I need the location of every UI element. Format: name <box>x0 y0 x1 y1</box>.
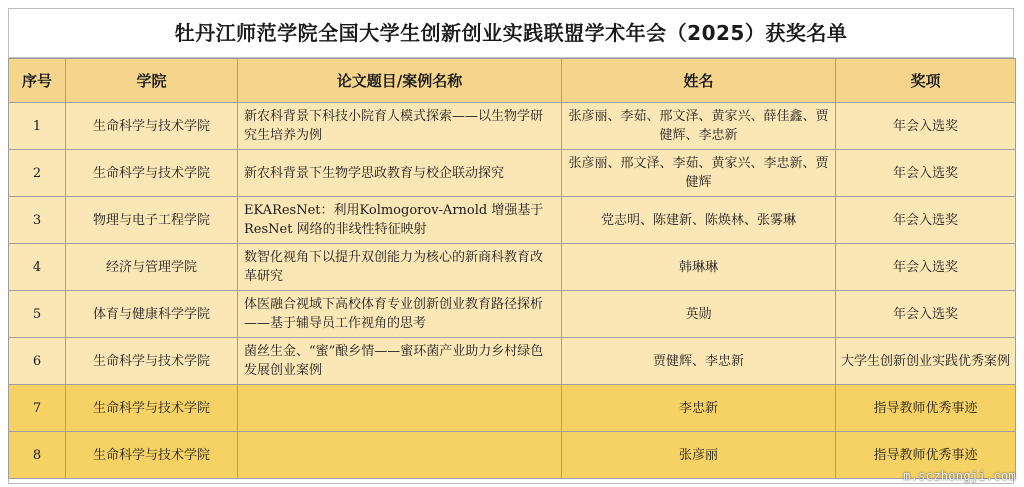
cell-college: 经济与管理学院 <box>66 244 238 291</box>
cell-no: 1 <box>9 103 66 150</box>
header-no: 序号 <box>9 59 66 103</box>
table-row <box>9 150 1016 197</box>
cell-paper: 新农科背景下生物学思政教育与校企联动探究 <box>238 150 562 197</box>
cell-paper: 体医融合视域下高校体育专业创新创业教育路径探析——基于辅导员工作视角的思考 <box>238 291 562 338</box>
cell-no: 7 <box>9 385 66 432</box>
cell-no: 6 <box>9 338 66 385</box>
cell-paper: 数智化视角下以提升双创能力为核心的新商科教育改革研究 <box>238 244 562 291</box>
cell-college: 物理与电子工程学院 <box>66 197 238 244</box>
cell-paper <box>238 432 562 479</box>
cell-no: 5 <box>9 291 66 338</box>
cell-college: 生命科学与技术学院 <box>66 432 238 479</box>
cell-names: 张彦丽、邢文泽、李茹、黄家兴、李忠新、贾健辉 <box>562 150 836 197</box>
cell-college: 生命科学与技术学院 <box>66 150 238 197</box>
site-watermark: m.sczhongji.com <box>903 469 1016 483</box>
cell-names: 韩琳琳 <box>562 244 836 291</box>
cell-no: 4 <box>9 244 66 291</box>
cell-names: 张彦丽 <box>562 432 836 479</box>
cell-paper <box>238 385 562 432</box>
cell-no: 3 <box>9 197 66 244</box>
cell-paper: 新农科背景下科技小院育人模式探索——以生物学研究生培养为例 <box>238 103 562 150</box>
table-row <box>9 432 1016 479</box>
cell-paper: 菌丝生金、“蜜”酿乡情——蜜环菌产业助力乡村绿色发展创业案例 <box>238 338 562 385</box>
cell-names: 李忠新 <box>562 385 836 432</box>
table-row <box>9 385 1016 432</box>
cell-college: 生命科学与技术学院 <box>66 103 238 150</box>
header-paper: 论文题目/案例名称 <box>238 59 562 103</box>
table-header-row <box>9 59 1016 103</box>
header-college: 学院 <box>66 59 238 103</box>
cell-award: 年会入选奖 <box>836 150 1016 197</box>
cell-award: 指导教师优秀事迹 <box>836 432 1016 479</box>
cell-award: 大学生创新创业实践优秀案例 <box>836 338 1016 385</box>
cell-no: 8 <box>9 432 66 479</box>
cell-names: 张彦丽、李茹、邢文泽、黄家兴、薛佳鑫、贾健辉、李忠新 <box>562 103 836 150</box>
cell-paper: EKAResNet：利用Kolmogorov-Arnold 增强基于ResNet 网络的非线性特征映射 <box>238 197 562 244</box>
table-row <box>9 244 1016 291</box>
cell-no: 2 <box>9 150 66 197</box>
cell-names: 贾健辉、李忠新 <box>562 338 836 385</box>
cell-award: 年会入选奖 <box>836 103 1016 150</box>
table-row <box>9 103 1016 150</box>
cell-names: 党志明、陈建新、陈焕林、张雾琳 <box>562 197 836 244</box>
cell-names: 英勋 <box>562 291 836 338</box>
page-title: 牡丹江师范学院全国大学生创新创业实践联盟学术年会（2025）获奖名单 <box>9 9 1013 58</box>
cell-award: 年会入选奖 <box>836 197 1016 244</box>
cell-award: 年会入选奖 <box>836 244 1016 291</box>
table-row <box>9 338 1016 385</box>
cell-college: 体育与健康科学学院 <box>66 291 238 338</box>
cell-college: 生命科学与技术学院 <box>66 338 238 385</box>
table-row <box>9 197 1016 244</box>
table-row <box>9 291 1016 338</box>
award-list-sheet <box>8 8 1014 484</box>
header-names: 姓名 <box>562 59 836 103</box>
cell-award: 年会入选奖 <box>836 291 1016 338</box>
header-award: 奖项 <box>836 59 1016 103</box>
cell-award: 指导教师优秀事迹 <box>836 385 1016 432</box>
award-table <box>8 58 1016 479</box>
cell-college: 生命科学与技术学院 <box>66 385 238 432</box>
